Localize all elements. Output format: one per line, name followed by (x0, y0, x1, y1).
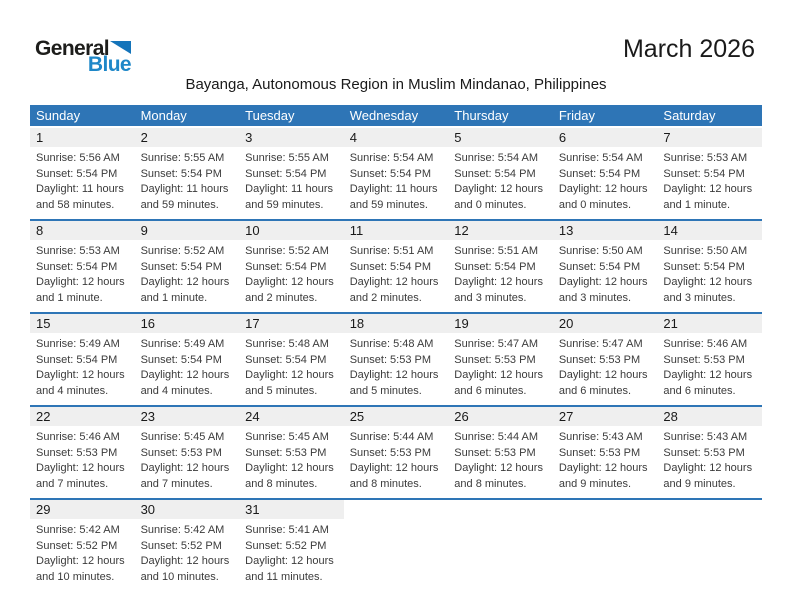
sunset-text: Sunset: 5:54 PM (349, 260, 432, 273)
sunset-text: Sunset: 5:52 PM (140, 539, 222, 552)
sunrise-text: Sunrise: 5:48 AM (349, 338, 434, 350)
sunset-text: Sunset: 5:54 PM (140, 167, 222, 180)
daylight-text: Daylight: 12 hours and 7 minutes. (140, 462, 230, 490)
calendar-empty-cell (344, 500, 449, 591)
day-number: 19 (448, 314, 553, 333)
weekday-header-friday: Friday (558, 108, 595, 123)
daylight-text: Daylight: 12 hours and 10 minutes. (36, 555, 125, 583)
sunrise-text: Sunrise: 5:54 AM (558, 152, 643, 164)
day-number: 14 (657, 221, 762, 240)
day-info (239, 147, 344, 213)
sunrise-text: Sunrise: 5:43 AM (663, 431, 748, 443)
calendar-day-cell (553, 407, 658, 498)
sunrise-text: Sunrise: 5:49 AM (140, 338, 225, 350)
sunrise-text: Sunrise: 5:47 AM (454, 338, 539, 350)
calendar-day-cell (135, 407, 240, 498)
day-number: 8 (30, 221, 135, 240)
sunset-text: Sunset: 5:54 PM (454, 167, 536, 180)
day-info (135, 147, 240, 213)
day-info (30, 147, 135, 213)
calendar-day-cell (657, 221, 762, 312)
day-number: 23 (135, 407, 240, 426)
daylight-text: Daylight: 12 hours and 5 minutes. (349, 369, 439, 397)
calendar-day-cell (239, 314, 344, 405)
sunrise-text: Sunrise: 5:53 AM (663, 152, 748, 164)
daylight-text: Daylight: 12 hours and 6 minutes. (558, 369, 648, 397)
sunrise-text: Sunrise: 5:55 AM (140, 152, 225, 164)
calendar-day-cell (30, 128, 135, 219)
daylight-text: Daylight: 11 hours and 59 minutes. (349, 183, 438, 211)
day-info (239, 240, 344, 306)
sunrise-text: Sunrise: 5:54 AM (349, 152, 434, 164)
calendar-day-cell (344, 407, 449, 498)
sunset-text: Sunset: 5:54 PM (36, 260, 118, 273)
weekday-header-tuesday: Tuesday (245, 108, 295, 123)
daylight-text: Daylight: 12 hours and 1 minute. (663, 183, 753, 211)
day-number: 12 (448, 221, 553, 240)
calendar-day-cell (135, 314, 240, 405)
day-info (30, 333, 135, 399)
sunrise-text: Sunrise: 5:56 AM (36, 152, 120, 164)
logo-general-text: General (35, 37, 110, 60)
day-info (30, 240, 135, 306)
daylight-text: Daylight: 11 hours and 59 minutes. (245, 183, 333, 211)
sunset-text: Sunset: 5:54 PM (663, 260, 745, 273)
calendar-day-cell (30, 407, 135, 498)
month-title: March 2026 (622, 35, 755, 63)
daylight-text: Daylight: 12 hours and 6 minutes. (663, 369, 753, 397)
calendar-day-cell (239, 407, 344, 498)
calendar-day-cell (448, 128, 553, 219)
day-number: 16 (135, 314, 240, 333)
daylight-text: Daylight: 12 hours and 3 minutes. (454, 276, 543, 304)
calendar-day-cell (553, 128, 658, 219)
day-info (657, 147, 762, 213)
day-number: 11 (344, 221, 449, 240)
weekday-header-saturday: Saturday (663, 108, 716, 123)
sunset-text: Sunset: 5:53 PM (558, 446, 641, 459)
sunset-text: Sunset: 5:54 PM (454, 260, 536, 273)
calendar-day-cell (30, 314, 135, 405)
calendar-week-row (30, 312, 762, 405)
weekday-header-thursday: Thursday (454, 108, 509, 123)
sunrise-text: Sunrise: 5:42 AM (36, 524, 120, 536)
sunrise-text: Sunrise: 5:55 AM (245, 152, 329, 164)
sunrise-text: Sunrise: 5:46 AM (36, 431, 120, 443)
sunset-text: Sunset: 5:52 PM (245, 539, 327, 552)
day-number: 17 (239, 314, 344, 333)
calendar-day-cell (239, 221, 344, 312)
generalblue-logo (35, 38, 131, 75)
calendar-day-cell (239, 500, 344, 591)
daylight-text: Daylight: 12 hours and 0 minutes. (454, 183, 543, 211)
day-number: 29 (30, 500, 135, 519)
sunset-text: Sunset: 5:54 PM (663, 167, 745, 180)
day-info (553, 426, 658, 492)
sunset-text: Sunset: 5:53 PM (245, 446, 327, 459)
day-info (344, 426, 449, 492)
logo-blue-text: Blue (87, 53, 131, 76)
day-info (657, 426, 762, 492)
weekday-header-sunday: Sunday (36, 108, 81, 123)
day-number: 30 (135, 500, 240, 519)
day-number: 6 (553, 128, 658, 147)
daylight-text: Daylight: 12 hours and 4 minutes. (36, 369, 125, 397)
sunset-text: Sunset: 5:53 PM (454, 446, 536, 459)
sunset-text: Sunset: 5:54 PM (245, 353, 327, 366)
day-info (553, 147, 658, 213)
sunset-text: Sunset: 5:54 PM (349, 167, 432, 180)
sunset-text: Sunset: 5:52 PM (36, 539, 118, 552)
sunrise-text: Sunrise: 5:53 AM (36, 245, 120, 257)
sunset-text: Sunset: 5:54 PM (140, 260, 222, 273)
calendar-week-row (30, 405, 762, 498)
daylight-text: Daylight: 12 hours and 1 minute. (36, 276, 125, 304)
sunrise-text: Sunrise: 5:50 AM (558, 245, 643, 257)
calendar-empty-cell (448, 500, 553, 591)
sunrise-text: Sunrise: 5:48 AM (245, 338, 329, 350)
calendar-day-cell (30, 221, 135, 312)
daylight-text: Daylight: 12 hours and 2 minutes. (245, 276, 334, 304)
calendar-week-row (30, 219, 762, 312)
calendar-day-cell (657, 128, 762, 219)
sunset-text: Sunset: 5:54 PM (245, 260, 327, 273)
calendar-day-cell (553, 221, 658, 312)
sunrise-text: Sunrise: 5:47 AM (558, 338, 643, 350)
sunset-text: Sunset: 5:53 PM (454, 353, 536, 366)
daylight-text: Daylight: 12 hours and 8 minutes. (245, 462, 334, 490)
calendar-day-cell (553, 314, 658, 405)
sunset-text: Sunset: 5:54 PM (140, 353, 222, 366)
daylight-text: Daylight: 11 hours and 58 minutes. (36, 183, 124, 211)
daylight-text: Daylight: 12 hours and 8 minutes. (454, 462, 543, 490)
sunrise-text: Sunrise: 5:45 AM (140, 431, 225, 443)
day-number: 2 (135, 128, 240, 147)
day-number: 27 (553, 407, 658, 426)
day-info (344, 240, 449, 306)
sunrise-text: Sunrise: 5:49 AM (36, 338, 120, 350)
day-number: 31 (239, 500, 344, 519)
day-number: 1 (30, 128, 135, 147)
sunset-text: Sunset: 5:54 PM (245, 167, 327, 180)
calendar-day-cell (657, 314, 762, 405)
daylight-text: Daylight: 12 hours and 3 minutes. (663, 276, 753, 304)
day-number: 21 (657, 314, 762, 333)
daylight-text: Daylight: 11 hours and 59 minutes. (140, 183, 229, 211)
sunrise-text: Sunrise: 5:51 AM (454, 245, 539, 257)
calendar-day-cell (135, 221, 240, 312)
sunrise-text: Sunrise: 5:51 AM (349, 245, 434, 257)
calendar-day-cell (344, 314, 449, 405)
day-info (135, 426, 240, 492)
sunset-text: Sunset: 5:53 PM (349, 446, 432, 459)
sunrise-text: Sunrise: 5:54 AM (454, 152, 539, 164)
day-number: 18 (344, 314, 449, 333)
calendar-empty-cell (553, 500, 658, 591)
day-info (239, 519, 344, 585)
sunrise-text: Sunrise: 5:46 AM (663, 338, 748, 350)
sunset-text: Sunset: 5:53 PM (349, 353, 432, 366)
day-info (553, 240, 658, 306)
weekday-header-monday: Monday (140, 108, 187, 123)
sunset-text: Sunset: 5:54 PM (36, 353, 118, 366)
calendar-day-cell (448, 221, 553, 312)
daylight-text: Daylight: 12 hours and 1 minute. (140, 276, 230, 304)
day-number: 22 (30, 407, 135, 426)
calendar-week-row (30, 128, 762, 219)
day-number: 9 (135, 221, 240, 240)
calendar-weeks (30, 128, 762, 591)
daylight-text: Daylight: 12 hours and 2 minutes. (349, 276, 439, 304)
sunset-text: Sunset: 5:53 PM (663, 446, 745, 459)
sunrise-text: Sunrise: 5:43 AM (558, 431, 643, 443)
day-info (344, 147, 449, 213)
sunrise-text: Sunrise: 5:44 AM (349, 431, 434, 443)
sunrise-text: Sunrise: 5:45 AM (245, 431, 329, 443)
calendar-day-cell (135, 128, 240, 219)
daylight-text: Daylight: 12 hours and 6 minutes. (454, 369, 543, 397)
day-number: 28 (657, 407, 762, 426)
daylight-text: Daylight: 12 hours and 3 minutes. (558, 276, 648, 304)
day-info (344, 333, 449, 399)
day-number: 20 (553, 314, 658, 333)
day-info (239, 333, 344, 399)
day-info (448, 240, 553, 306)
daylight-text: Daylight: 12 hours and 7 minutes. (36, 462, 125, 490)
day-info (135, 240, 240, 306)
sunset-text: Sunset: 5:53 PM (140, 446, 222, 459)
day-number: 26 (448, 407, 553, 426)
location-subtitle: Bayanga, Autonomous Region in Muslim Mindanao, Philippines (185, 76, 607, 93)
sunrise-text: Sunrise: 5:50 AM (663, 245, 748, 257)
day-number: 15 (30, 314, 135, 333)
day-info (657, 333, 762, 399)
calendar-table (30, 105, 762, 591)
sunset-text: Sunset: 5:53 PM (558, 353, 641, 366)
day-info (448, 426, 553, 492)
daylight-text: Daylight: 12 hours and 9 minutes. (663, 462, 753, 490)
calendar-week-row (30, 498, 762, 591)
weekday-header-row (30, 105, 762, 126)
daylight-text: Daylight: 12 hours and 10 minutes. (140, 555, 230, 583)
sunrise-text: Sunrise: 5:41 AM (245, 524, 329, 536)
calendar-day-cell (344, 128, 449, 219)
daylight-text: Daylight: 12 hours and 11 minutes. (245, 555, 334, 583)
day-number: 3 (239, 128, 344, 147)
sunset-text: Sunset: 5:54 PM (36, 167, 118, 180)
day-info (135, 333, 240, 399)
day-number: 4 (344, 128, 449, 147)
daylight-text: Daylight: 12 hours and 8 minutes. (349, 462, 439, 490)
weekday-header-wednesday: Wednesday (349, 108, 419, 123)
daylight-text: Daylight: 12 hours and 5 minutes. (245, 369, 334, 397)
sunrise-text: Sunrise: 5:42 AM (140, 524, 225, 536)
day-info (553, 333, 658, 399)
day-info (448, 147, 553, 213)
sunrise-text: Sunrise: 5:52 AM (245, 245, 329, 257)
day-number: 25 (344, 407, 449, 426)
sunset-text: Sunset: 5:53 PM (36, 446, 118, 459)
day-number: 24 (239, 407, 344, 426)
sunset-text: Sunset: 5:54 PM (558, 260, 641, 273)
day-info (239, 426, 344, 492)
calendar-empty-cell (657, 500, 762, 591)
calendar-day-cell (448, 407, 553, 498)
sunset-text: Sunset: 5:53 PM (663, 353, 745, 366)
day-info (657, 240, 762, 306)
day-info (30, 426, 135, 492)
day-info (30, 519, 135, 585)
calendar-day-cell (344, 221, 449, 312)
day-info (135, 519, 240, 585)
calendar-day-cell (135, 500, 240, 591)
sunrise-text: Sunrise: 5:44 AM (454, 431, 539, 443)
day-number: 10 (239, 221, 344, 240)
sunrise-text: Sunrise: 5:52 AM (140, 245, 225, 257)
day-number: 5 (448, 128, 553, 147)
daylight-text: Daylight: 12 hours and 9 minutes. (558, 462, 648, 490)
calendar-day-cell (30, 500, 135, 591)
calendar-day-cell (657, 407, 762, 498)
calendar-day-cell (448, 314, 553, 405)
daylight-text: Daylight: 12 hours and 0 minutes. (558, 183, 648, 211)
sunset-text: Sunset: 5:54 PM (558, 167, 641, 180)
daylight-text: Daylight: 12 hours and 4 minutes. (140, 369, 230, 397)
day-number: 13 (553, 221, 658, 240)
day-number: 7 (657, 128, 762, 147)
day-info (448, 333, 553, 399)
calendar-day-cell (239, 128, 344, 219)
